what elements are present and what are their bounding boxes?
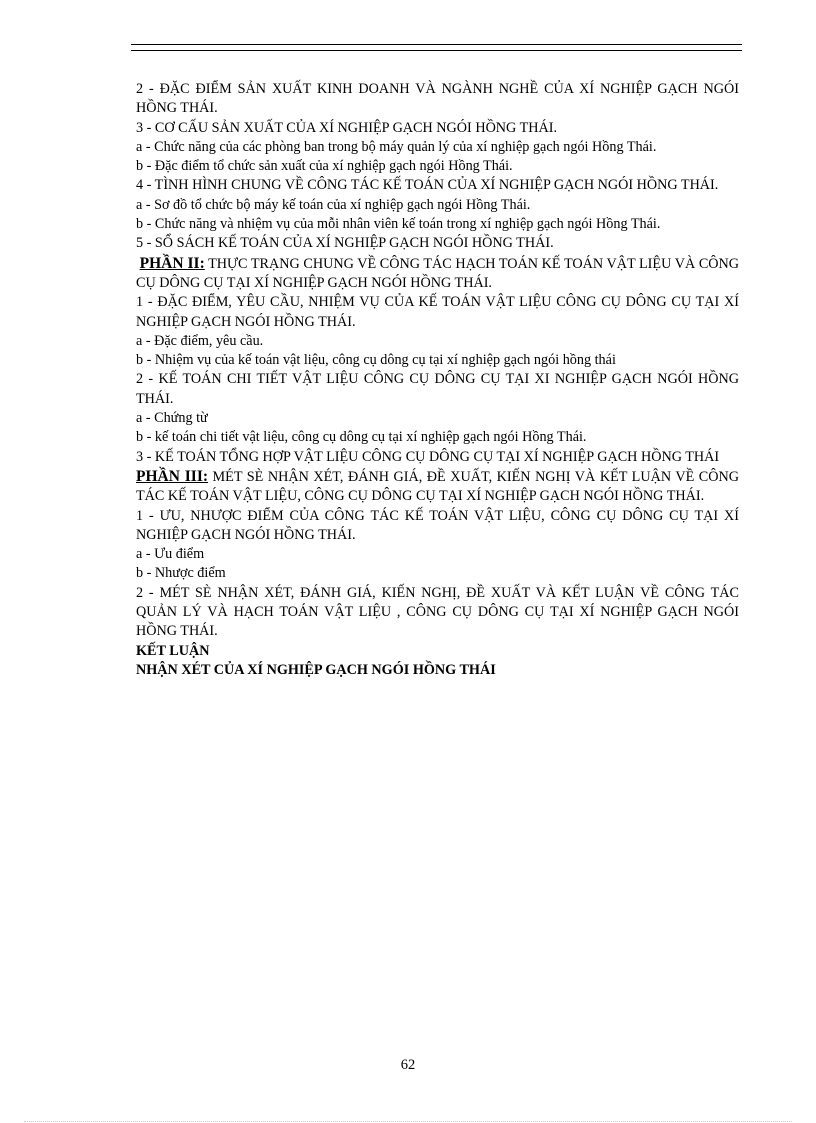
toc-section-3: 3 - CƠ CẤU SẢN XUẤT CỦA XÍ NGHIỆP GẠCH NGÓI HỒNG THÁI.: [136, 119, 558, 136]
toc-item-3a: a - Chức năng của các phòng ban trong bộ máy quản lý của xí nghiệp gạch ngói Hồng Thái.: [136, 138, 657, 155]
toc-item-4b: b - Chức năng và nhiệm vụ của mỗi nhân viên kế toán trong xí nghiệp gạch ngói Hồng Thái.: [136, 216, 661, 233]
toc-item-3b: b - Đặc điểm tổ chức sản xuất của xí nghiệp gạch ngói Hồng Thái.: [136, 158, 513, 175]
part-2-heading: [136, 254, 739, 294]
toc-p2-section-3: 3 - KẾ TOÁN TỔNG HỢP VẬT LIỆU CÔNG CỤ DÔNG CỤ TẠI XÍ NGHIỆP GẠCH HỒNG THÁI: [136, 448, 720, 465]
toc-p3-section-2: 2 - MÉT SÈ NHẬN XÉT, ĐÁNH GIÁ, KIẾN NGHỊ, ĐỀ XUẤT VÀ KẾT LUẬN VỀ CÔNG TÁC QUẢN LÝ VÀ HẠCH TOÁN VẬT LIỆU , CÔNG CỤ DÔNG CỤ TẠI XÍ NGHIỆP GẠCH NGÓI HỒNG THÁI.: [136, 584, 739, 640]
part-2-title: THỰC TRẠNG CHUNG VỀ CÔNG TÁC HẠCH TOÁN KẾ TOÁN VẬT LIỆU VÀ CÔNG CỤ DÔNG CỤ TẠI XÍ NGHIỆP GẠCH NGÓI HỒNG THÁI.: [136, 255, 740, 291]
part-3-label: PHẦN III:: [136, 467, 209, 485]
toc-p2-item-1b: b - Nhiệm vụ của kế toán vật liệu, công cụ dông cụ tại xí nghiệp gạch ngói hồng thái: [136, 352, 616, 369]
table-of-contents: [136, 80, 739, 680]
toc-p3-item-1b: b - Nhược điểm: [136, 565, 226, 582]
toc-section-2: 2 - ĐẶC ĐIỂM SẢN XUẤT KINH DOANH VÀ NGÀNH NGHỀ CỦA XÍ NGHIỆP GẠCH NGÓI HỒNG THÁI.: [136, 81, 739, 117]
header-double-rule: [131, 44, 742, 51]
toc-item-4a: a - Sơ đồ tổ chức bộ máy kế toán của xí nghiệp gạch ngói Hồng Thái.: [136, 196, 531, 213]
toc-p2-item-2b: b - kế toán chi tiết vật liệu, công cụ dông cụ tại xí nghiệp gạch ngói Hồng Thái.: [136, 429, 587, 446]
toc-p3-section-1: 1 - ƯU, NHƯỢC ĐIỂM CỦA CÔNG TÁC KẾ TOÁN VẬT LIỆU, CÔNG CỤ DÔNG CỤ TẠI XÍ NGHIỆP GẠCH NGÓI HỒNG THÁI.: [136, 507, 739, 543]
toc-section-5: 5 - SỔ SÁCH KẾ TOÁN CỦA XÍ NGHIỆP GẠCH NGÓI HỒNG THÁI.: [136, 235, 554, 252]
toc-p2-section-1: 1 - ĐẶC ĐIỂM, YÊU CẦU, NHIỆM VỤ CỦA KẾ TOÁN VẬT LIỆU CÔNG CỤ DÔNG CỤ TẠI XÍ NGHIỆP GẠCH NGÓI HỒNG THÁI.: [136, 294, 739, 330]
toc-section-4: 4 - TÌNH HÌNH CHUNG VỀ CÔNG TÁC KẾ TOÁN CỦA XÍ NGHIỆP GẠCH NGÓI HỒNG THÁI.: [136, 177, 719, 194]
toc-p2-section-2: 2 - KẾ TOÁN CHI TIẾT VẬT LIỆU CÔNG CỤ DÔNG CỤ TẠI XI NGHIỆP GẠCH NGÓI HỒNG THÁI.: [136, 371, 739, 407]
part-3-heading: [136, 467, 739, 507]
page-number: 62: [400, 1057, 416, 1073]
toc-p3-item-1a: a - Ưu điểm: [136, 546, 205, 563]
toc-conclusion: KẾT LUẬN: [136, 642, 210, 659]
toc-p2-item-2a: a - Chứng từ: [136, 410, 208, 427]
toc-p2-item-1a: a - Đặc điểm, yêu cầu.: [136, 332, 264, 349]
toc-enterprise-review: NHẬN XÉT CỦA XÍ NGHIỆP GẠCH NGÓI HỒNG THÁI: [136, 661, 496, 678]
part-2-label: PHẦN II:: [139, 254, 205, 272]
part-3-title: MÉT SÈ NHẬN XÉT, ĐÁNH GIÁ, ĐỀ XUẤT, KIẾN NGHỊ VÀ KẾT LUẬN VỀ CÔNG TÁC KẾ TOÁN VẬT LIỆU, CÔNG CỤ DÔNG CỤ TẠI XÍ NGHIỆP GẠCH NGÓI HỒNG THÁI.: [136, 468, 739, 505]
